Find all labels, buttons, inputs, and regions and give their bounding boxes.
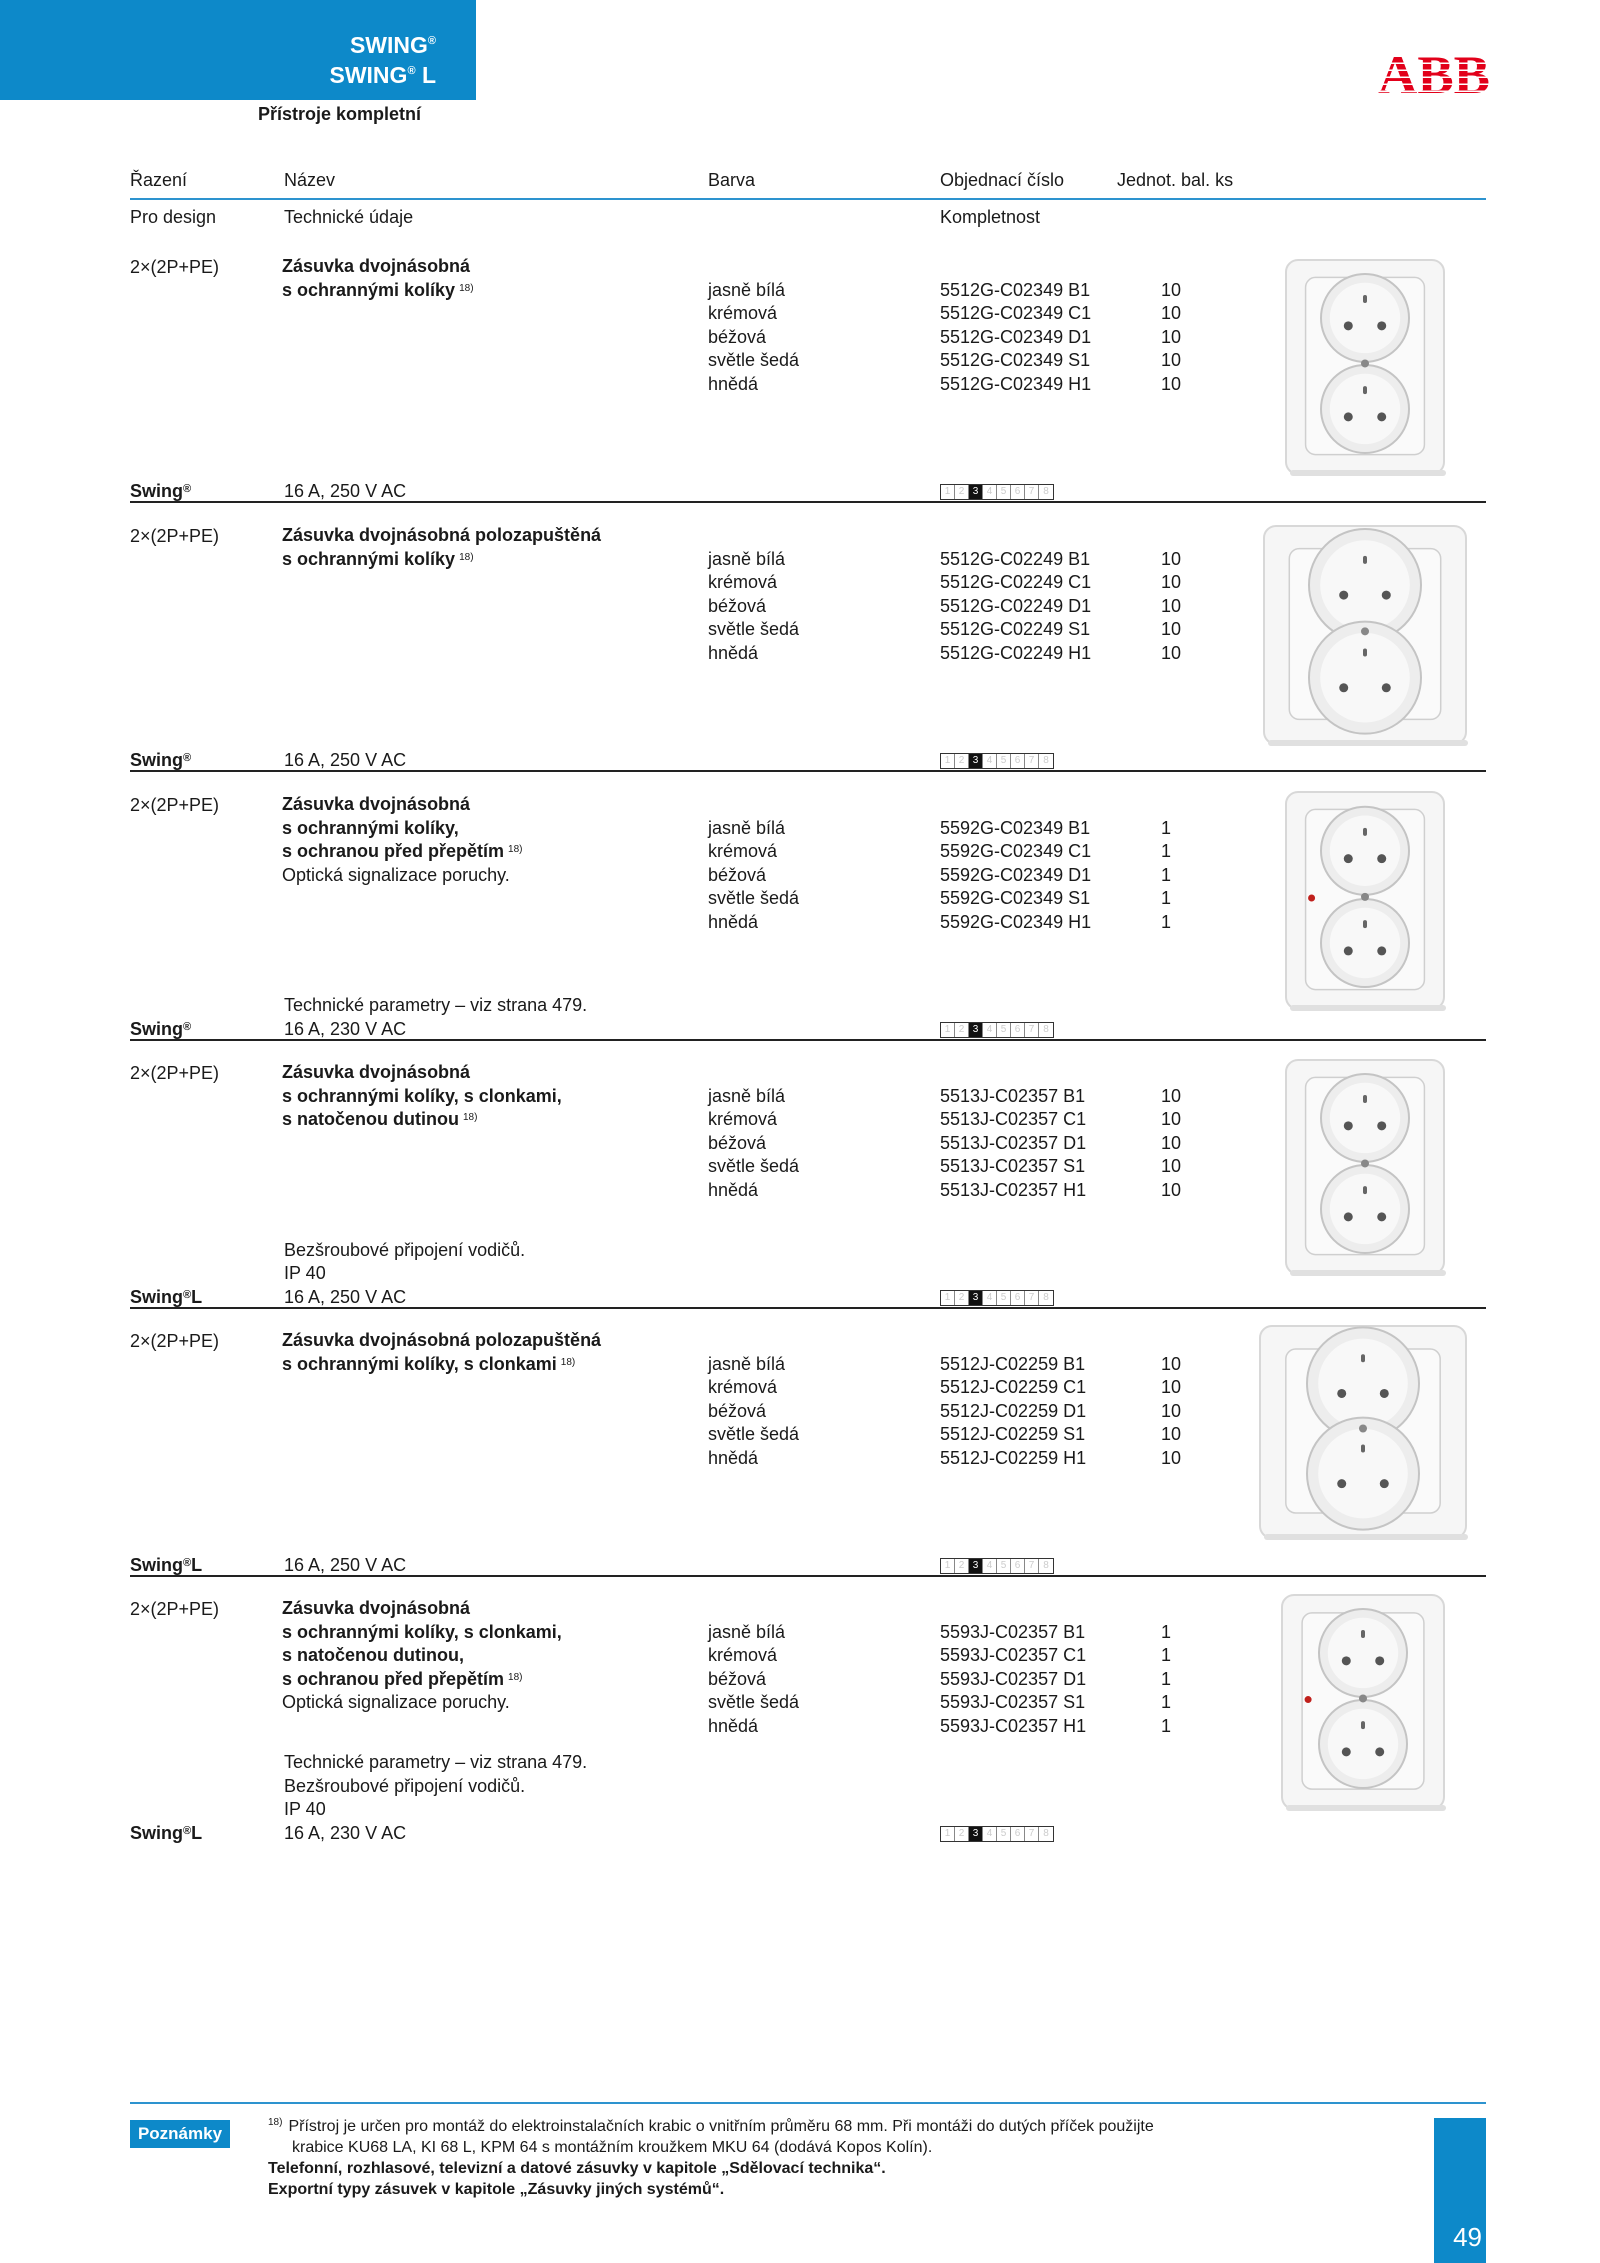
pack-qty: 10 (1161, 1353, 1182, 1374)
pack-qty: 1 (1161, 888, 1172, 909)
footnote-ref: 18) (560, 1356, 576, 1368)
note-line-4: Exportní typy zásuvek v kapitole „Zásuvky jiných systémů“. (268, 2181, 725, 2198)
completeness-cell: 1 (941, 1291, 955, 1305)
pack-qty: 10 (1161, 373, 1182, 394)
completeness-cell: 2 (955, 1023, 969, 1037)
header-col-color: Barva (708, 170, 756, 190)
pack-qty: 1 (1161, 1715, 1172, 1736)
double-socket-icon (1280, 1593, 1450, 1815)
completeness-cell: 1 (941, 1827, 955, 1841)
pack-qty: 10 (1161, 642, 1182, 663)
design-label: Swing® (130, 1019, 192, 1039)
product-name-line: s natočenou dutinou $^{18)}$ (282, 1109, 478, 1130)
order-number: 5512G-C02349 C1 (940, 303, 1092, 324)
rating: 16 A, 250 V AC (284, 750, 407, 770)
design-label: Swing® (130, 750, 192, 770)
completeness-cell: 4 (983, 1559, 997, 1573)
order-number: 5512G-C02249 B1 (940, 548, 1091, 569)
footnote-ref: 18) (508, 844, 523, 856)
completeness-cell: 5 (997, 1559, 1011, 1573)
header-col-tech: Technické údaje (284, 207, 414, 227)
footnote-ref: 18) (459, 551, 474, 563)
product-name (282, 1597, 562, 1715)
product-name-line: s ochrannými kolíky $^{18)}$ (282, 548, 474, 569)
completeness-cell: 5 (997, 1291, 1011, 1305)
completeness-cell: 4 (983, 1023, 997, 1037)
order-number: 5512G-C02349 B1 (940, 279, 1091, 300)
product-code: 2×(2P+PE) (130, 1599, 220, 1619)
completeness-cell: 3 (969, 1023, 983, 1037)
completeness-cell: 7 (1025, 1291, 1039, 1305)
completeness-cell: 7 (1025, 754, 1039, 768)
order-number: 5513J-C02357 C1 (940, 1109, 1087, 1130)
completeness-grid (940, 1290, 1054, 1306)
completeness-cell: 4 (983, 754, 997, 768)
double-socket-icon (1284, 258, 1450, 480)
rating: 16 A, 250 V AC (284, 1287, 407, 1307)
order-number: 5513J-C02357 S1 (940, 1156, 1086, 1177)
product-code: 2×(2P+PE) (130, 1331, 220, 1351)
pack-qty: 10 (1161, 326, 1182, 347)
color-item: béžová (708, 1400, 767, 1421)
brand-line-1: SWING® (349, 32, 436, 58)
pack-qty: 10 (1161, 1109, 1182, 1130)
color-item: jasně bílá (708, 279, 786, 300)
notes-label: Poznámky (130, 2120, 230, 2148)
pack-qty: 10 (1161, 1447, 1182, 1468)
pack-qty: 10 (1161, 572, 1182, 593)
order-number: 5513J-C02357 B1 (940, 1085, 1086, 1106)
color-item: krémová (708, 1645, 778, 1666)
product-name-line: Zásuvka dvojnásobná (282, 794, 471, 814)
color-item: světle šedá (708, 1692, 800, 1713)
color-list (708, 279, 799, 397)
color-item: jasně bílá (708, 1621, 786, 1642)
pack-qty: 1 (1161, 911, 1172, 932)
brand-banner (0, 0, 476, 100)
completeness-cell: 6 (1011, 754, 1025, 768)
product-name-line: Zásuvka dvojnásobná (282, 256, 471, 276)
rating: 16 A, 230 V AC (284, 1019, 407, 1039)
color-item: jasně bílá (708, 817, 786, 838)
color-item: béžová (708, 864, 767, 885)
page-number: 49 (1453, 2222, 1482, 2252)
section-divider (130, 1575, 1486, 1577)
color-list (708, 1353, 799, 1471)
tech-line: IP 40 (284, 1263, 326, 1284)
order-number: 5592G-C02349 B1 (940, 817, 1091, 838)
color-item: hnědá (708, 911, 759, 932)
product-name-line: s ochrannými kolíky, (282, 817, 459, 838)
order-number: 5592G-C02349 C1 (940, 841, 1092, 862)
color-list (708, 817, 799, 935)
completeness-cell: 3 (969, 485, 983, 499)
completeness-cell: 7 (1025, 1559, 1039, 1573)
tech-line: Technické parametry – viz strana 479. (284, 1752, 588, 1773)
completeness-cell: 6 (1011, 1023, 1025, 1037)
completeness-cell: 7 (1025, 1023, 1039, 1037)
rating: 16 A, 250 V AC (284, 481, 407, 501)
completeness-grid (940, 1826, 1054, 1842)
pack-qty: 1 (1161, 817, 1172, 838)
order-number: 5513J-C02357 D1 (940, 1132, 1087, 1153)
note-line-2: krabice KU68 LA, KI 68 L, KPM 64 s montážním kroužkem MKU 64 (dodává Kopos Kolín). (292, 2139, 933, 2156)
color-item: světle šedá (708, 1424, 800, 1445)
product-name-line: Zásuvka dvojnásobná polozapuštěná (282, 1330, 602, 1350)
pack-qty: 10 (1161, 619, 1182, 640)
note-line-3: Telefonní, rozhlasové, televizní a datové zásuvky v kapitole „Sdělovací technika“. (268, 2160, 886, 2177)
completeness-cell: 3 (969, 1827, 983, 1841)
color-item: krémová (708, 303, 778, 324)
product-name-line: s natočenou dutinou, (282, 1645, 464, 1666)
color-item: krémová (708, 572, 778, 593)
brand-line-2: SWING® L (329, 62, 436, 88)
header-col-completeness: Kompletnost (940, 207, 1041, 227)
pack-qty: 10 (1161, 1179, 1182, 1200)
completeness-grid (940, 753, 1054, 769)
color-list (708, 1085, 799, 1203)
order-number: 5512G-C02349 H1 (940, 373, 1092, 394)
color-item: béžová (708, 1668, 767, 1689)
section-divider (130, 501, 1486, 503)
order-number: 5593J-C02357 S1 (940, 1692, 1086, 1713)
order-number: 5512J-C02259 S1 (940, 1424, 1086, 1445)
color-list (708, 1621, 799, 1739)
design-label: Swing® (130, 481, 192, 501)
note-line-1: $^{18)}$ Přístroj je určen pro montáž do elektroinstalačních krabic o vnitřním průměru 68 mm. Při montáži do dutých příček použijte (268, 2117, 1154, 2135)
completeness-cell: 5 (997, 1023, 1011, 1037)
notes-text (268, 2116, 1154, 2200)
order-number: 5512G-C02249 D1 (940, 595, 1092, 616)
pack-qty: 1 (1161, 864, 1172, 885)
order-number: 5512J-C02259 D1 (940, 1400, 1087, 1421)
completeness-cell: 2 (955, 485, 969, 499)
double-socket-icon (1284, 790, 1450, 1015)
order-number-list (940, 279, 1091, 397)
product-name (282, 793, 523, 887)
svg-text:ABB: ABB (1378, 50, 1490, 96)
product-name-line: Zásuvka dvojnásobná (282, 1598, 471, 1618)
double-socket-icon (1258, 1324, 1472, 1544)
double-socket-icon (1262, 524, 1472, 750)
pack-qty: 10 (1161, 548, 1182, 569)
product-name-line: Zásuvka dvojnásobná polozapuštěná (282, 525, 602, 545)
completeness-cell: 1 (941, 1023, 955, 1037)
product-name-line: s ochrannými kolíky, s clonkami, (282, 1085, 562, 1106)
pack-qty-list (1161, 1353, 1181, 1471)
completeness-cell: 5 (997, 485, 1011, 499)
order-number-list (940, 548, 1091, 666)
pack-qty: 1 (1161, 1692, 1172, 1713)
color-item: hnědá (708, 1447, 759, 1468)
completeness-cell: 2 (955, 1827, 969, 1841)
header-col-pack: Jednot. bal. ks (1117, 170, 1234, 190)
order-number: 5593J-C02357 D1 (940, 1668, 1087, 1689)
order-number: 5513J-C02357 H1 (940, 1179, 1087, 1200)
product-name-line: s ochrannými kolíky $^{18)}$ (282, 279, 474, 300)
pack-qty: 10 (1161, 1400, 1182, 1421)
product-code: 2×(2P+PE) (130, 526, 220, 546)
order-number-list (940, 1085, 1086, 1203)
header-col-name: Název (284, 170, 336, 190)
product-name-line: s ochrannými kolíky, s clonkami $^{18)}$ (282, 1353, 576, 1374)
order-number: 5592G-C02349 D1 (940, 864, 1092, 885)
completeness-cell: 7 (1025, 485, 1039, 499)
completeness-cell: 4 (983, 1827, 997, 1841)
color-item: béžová (708, 326, 767, 347)
color-item: krémová (708, 1109, 778, 1130)
order-number: 5512G-C02349 S1 (940, 350, 1091, 371)
order-number: 5592G-C02349 H1 (940, 911, 1092, 932)
header-col-design: Pro design (130, 207, 217, 227)
pack-qty: 10 (1161, 595, 1182, 616)
completeness-cell: 3 (969, 754, 983, 768)
pack-qty: 1 (1161, 841, 1172, 862)
color-item: jasně bílá (708, 1085, 786, 1106)
header-rule (130, 198, 1486, 200)
pack-qty: 10 (1161, 1132, 1182, 1153)
pack-qty: 10 (1161, 1377, 1182, 1398)
completeness-cell: 7 (1025, 1827, 1039, 1841)
header-col-order-number: Objednací číslo (940, 170, 1065, 190)
order-number: 5512J-C02259 H1 (940, 1447, 1087, 1468)
pack-qty: 1 (1161, 1645, 1172, 1666)
order-number: 5512G-C02249 C1 (940, 572, 1092, 593)
product-name (282, 1329, 601, 1376)
color-item: hnědá (708, 373, 759, 394)
order-number: 5593J-C02357 H1 (940, 1715, 1087, 1736)
order-number: 5593J-C02357 B1 (940, 1621, 1086, 1642)
completeness-cell: 8 (1043, 1560, 1049, 1571)
product-code: 2×(2P+PE) (130, 257, 220, 277)
product-name (282, 255, 474, 302)
completeness-cell: 8 (1043, 1024, 1049, 1035)
order-number: 5512J-C02259 C1 (940, 1377, 1087, 1398)
design-label: Swing®L (130, 1287, 203, 1307)
color-item: světle šedá (708, 350, 800, 371)
pack-qty-list (1161, 1085, 1181, 1203)
design-label: Swing®L (130, 1555, 203, 1575)
product-note-line: Optická signalizace poruchy. (282, 1692, 510, 1713)
color-list (708, 548, 799, 666)
rating: 16 A, 250 V AC (284, 1555, 407, 1575)
abb-logo (1378, 50, 1490, 101)
product-name (282, 1061, 562, 1132)
product-name-line: s ochranou před přepětím $^{18)}$ (282, 1668, 523, 1689)
indicator-led-icon (1308, 895, 1315, 902)
order-number: 5512G-C02249 H1 (940, 642, 1092, 663)
product-name (282, 524, 601, 571)
double-socket-icon (1284, 1058, 1450, 1280)
completeness-cell: 8 (1043, 755, 1049, 766)
header-col-order: Řazení (130, 170, 188, 190)
color-item: jasně bílá (708, 1353, 786, 1374)
color-item: béžová (708, 595, 767, 616)
product-name-line: Zásuvka dvojnásobná (282, 1062, 471, 1082)
completeness-cell: 2 (955, 754, 969, 768)
completeness-cell: 4 (983, 1291, 997, 1305)
completeness-cell: 3 (969, 1291, 983, 1305)
pack-qty: 10 (1161, 279, 1182, 300)
product-code: 2×(2P+PE) (130, 795, 220, 815)
tech-line: Bezšroubové připojení vodičů. (284, 1775, 526, 1796)
completeness-cell: 5 (997, 754, 1011, 768)
pack-qty-list (1161, 1621, 1171, 1739)
section-divider (130, 770, 1486, 772)
order-number-list (940, 1621, 1086, 1739)
abb-logo-icon (1378, 50, 1490, 96)
color-item: krémová (708, 1377, 778, 1398)
color-item: hnědá (708, 1715, 759, 1736)
completeness-cell: 2 (955, 1291, 969, 1305)
pack-qty: 10 (1161, 350, 1182, 371)
completeness-cell: 6 (1011, 1827, 1025, 1841)
completeness-cell: 6 (1011, 1559, 1025, 1573)
footnote-ref: 18) (459, 282, 474, 294)
color-item: světle šedá (708, 888, 800, 909)
order-number: 5593J-C02357 C1 (940, 1645, 1087, 1666)
color-item: krémová (708, 841, 778, 862)
order-number: 5592G-C02349 S1 (940, 888, 1091, 909)
completeness-grid (940, 1022, 1054, 1038)
pack-qty: 10 (1161, 1156, 1182, 1177)
indicator-led-icon (1305, 1696, 1312, 1703)
section-divider (130, 1039, 1486, 1041)
page-subtitle: Přístroje kompletní (258, 104, 422, 124)
rating: 16 A, 230 V AC (284, 1823, 407, 1843)
completeness-cell: 8 (1043, 486, 1049, 497)
completeness-cell: 3 (969, 1559, 983, 1573)
design-label: Swing®L (130, 1823, 203, 1843)
color-item: světle šedá (708, 1156, 800, 1177)
pack-qty: 10 (1161, 303, 1182, 324)
pack-qty-list (1161, 548, 1181, 666)
tech-line: IP 40 (284, 1799, 326, 1820)
tech-line: Bezšroubové připojení vodičů. (284, 1239, 526, 1260)
pack-qty: 10 (1161, 1085, 1182, 1106)
pack-qty: 1 (1161, 1621, 1172, 1642)
order-number-list (940, 817, 1091, 935)
pack-qty: 10 (1161, 1424, 1182, 1445)
order-number: 5512G-C02249 S1 (940, 619, 1091, 640)
completeness-cell: 5 (997, 1827, 1011, 1841)
completeness-cell: 1 (941, 1559, 955, 1573)
completeness-grid (940, 1558, 1054, 1574)
color-item: hnědá (708, 1179, 759, 1200)
completeness-cell: 2 (955, 1559, 969, 1573)
notes-rule (130, 2102, 1486, 2104)
completeness-cell: 4 (983, 485, 997, 499)
footnote-ref: 18) (508, 1671, 523, 1683)
section-divider (130, 1307, 1486, 1309)
color-item: hnědá (708, 642, 759, 663)
product-code: 2×(2P+PE) (130, 1063, 220, 1083)
order-number: 5512G-C02349 D1 (940, 326, 1092, 347)
color-item: béžová (708, 1132, 767, 1153)
pack-qty-list (1161, 279, 1181, 397)
completeness-cell: 1 (941, 485, 955, 499)
product-note-line: Optická signalizace poruchy. (282, 864, 510, 885)
product-name-line: s ochranou před přepětím $^{18)}$ (282, 841, 523, 862)
product-name-line: s ochrannými kolíky, s clonkami, (282, 1621, 562, 1642)
completeness-cell: 8 (1043, 1828, 1049, 1839)
footnote-ref: 18) (463, 1112, 478, 1124)
pack-qty-list (1161, 817, 1171, 935)
color-item: jasně bílá (708, 548, 786, 569)
completeness-cell: 6 (1011, 1291, 1025, 1305)
tech-line: Technické parametry – viz strana 479. (284, 995, 588, 1016)
completeness-cell: 1 (941, 754, 955, 768)
order-number: 5512J-C02259 B1 (940, 1353, 1086, 1374)
color-item: světle šedá (708, 619, 800, 640)
completeness-cell: 8 (1043, 1292, 1049, 1303)
order-number-list (940, 1353, 1086, 1471)
completeness-cell: 6 (1011, 485, 1025, 499)
pack-qty: 1 (1161, 1668, 1172, 1689)
completeness-grid (940, 484, 1054, 500)
